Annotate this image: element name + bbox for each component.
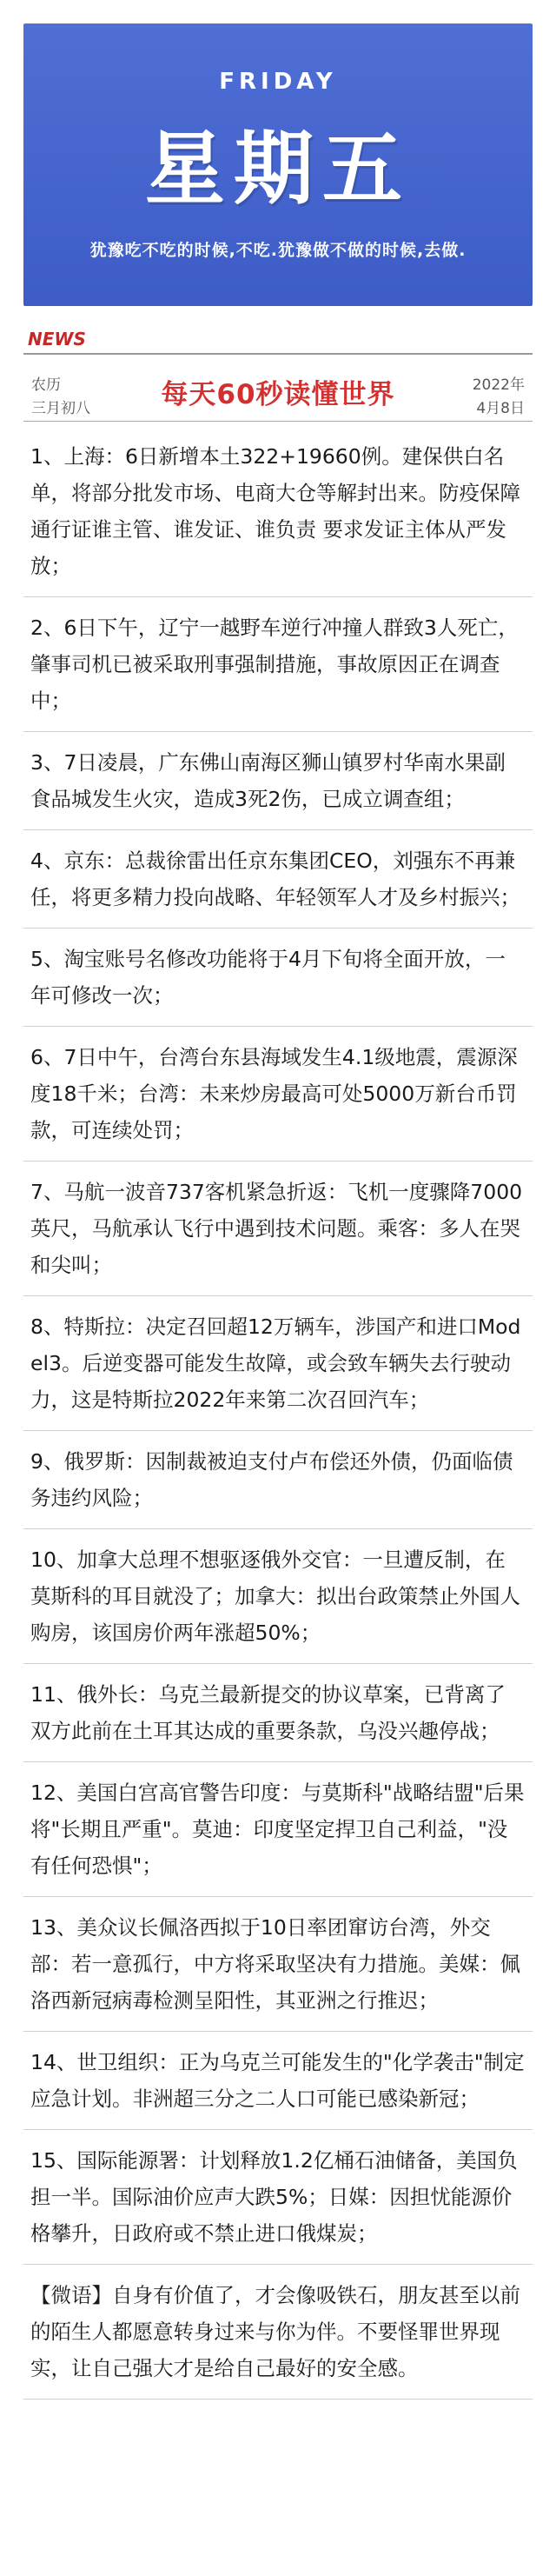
news-item: 4、京东：总裁徐雷出任京东集团CEO，刘强东不再兼任，将更多精力投向战略、年轻领军人才及乡村振兴； xyxy=(23,830,533,929)
gregorian-date-block xyxy=(473,374,525,421)
daily-quote: 【微语】自身有价值了，才会像吸铁石，朋友甚至以前的陌生人都愿意转身过来与你为伴。不要怪罪世界现实，让自己强大才是给自己最好的安全感。 xyxy=(23,2265,533,2400)
divider xyxy=(23,421,533,422)
news-tag: NEWS xyxy=(28,329,86,349)
news-item: 13、美众议长佩洛西拟于10日率团窜访台湾，外交部：若一意孤行，中方将采取坚决有力措施。美媒：佩洛西新冠病毒检测呈阳性，其亚洲之行推迟； xyxy=(23,1897,533,2032)
banner-motto: 犹豫吃不吃的时候,不吃.犹豫做不做的时候,去做. xyxy=(89,241,467,260)
news-item: 2、6日下午，辽宁一越野车逆行冲撞人群致3人死亡，肇事司机已被采取刑事强制措施，事故原因正在调查中； xyxy=(23,597,533,732)
news-item: 5、淘宝账号名修改功能将于4月下旬将全面开放，一年可修改一次； xyxy=(23,929,533,1027)
weekday-chinese: 星期五 xyxy=(144,123,411,216)
news-item: 3、7日凌晨，广东佛山南海区狮山镇罗村华南水果副食品城发生火灾，造成3死2伤，已成立调查组； xyxy=(23,732,533,830)
news-list xyxy=(23,426,533,2400)
weekday-english: FRIDAY xyxy=(219,69,337,95)
news-item: 7、马航一波音737客机紧急折返：飞机一度骤降7000英尺，马航承认飞行中遇到技术问题。乘客：多人在哭和尖叫； xyxy=(23,1162,533,1296)
news-item: 15、国际能源署：计划释放1.2亿桶石油储备，美国负担一半。国际油价应声大跌5%；日媒：因担忧能源价格攀升，日政府或不禁止进口俄煤炭； xyxy=(23,2130,533,2265)
year: 2022年 xyxy=(472,376,525,394)
news-item: 10、加拿大总理不想驱逐俄外交官：一旦遭反制，在莫斯科的耳目就没了；加拿大：拟出台政策禁止外国人购房，该国房价两年涨超50%； xyxy=(23,1529,533,1664)
news-item: 14、世卫组织：正为乌克兰可能发生的"化学袭击"制定应急计划。非洲超三分之二人口可能已感染新冠； xyxy=(23,2032,533,2130)
news-item: 9、俄罗斯：因制裁被迫支付卢布偿还外债，仍面临债务违约风险； xyxy=(23,1431,533,1529)
lunar-date: 三月初八 xyxy=(31,400,90,417)
divider xyxy=(23,353,533,355)
news-item: 11、俄外长：乌克兰最新提交的协议草案，已背离了双方此前在土耳其达成的重要条款，乌没兴趣停战； xyxy=(23,1664,533,1762)
news-item: 8、特斯拉：决定召回超12万辆车，涉国产和进口Model3。后逆变器可能发生故障，或会致车辆失去行驶动力，这是特斯拉2022年来第二次召回汽车； xyxy=(23,1296,533,1431)
header-banner xyxy=(23,23,533,306)
news-item: 1、上海：6日新增本土322+19660例。建保供白名单，将部分批发市场、电商大仓等解封出来。防疫保障通行证谁主管、谁发证、谁负责 要求发证主体从严发放； xyxy=(23,426,533,597)
date: 4月8日 xyxy=(476,400,525,417)
news-item: 12、美国白宫高官警告印度：与莫斯科"战略结盟"后果将"长期且严重"。莫迪：印度坚定捍卫自己利益，"没有任何恐惧"； xyxy=(23,1762,533,1897)
page-title: 每天60秒读懂世界 xyxy=(161,379,395,410)
calendar-label: 农历 xyxy=(31,376,61,394)
news-item: 6、7日中午，台湾台东县海域发生4.1级地震，震源深度18千米；台湾：未来炒房最高可处5000万新台币罚款，可连续处罚； xyxy=(23,1027,533,1162)
